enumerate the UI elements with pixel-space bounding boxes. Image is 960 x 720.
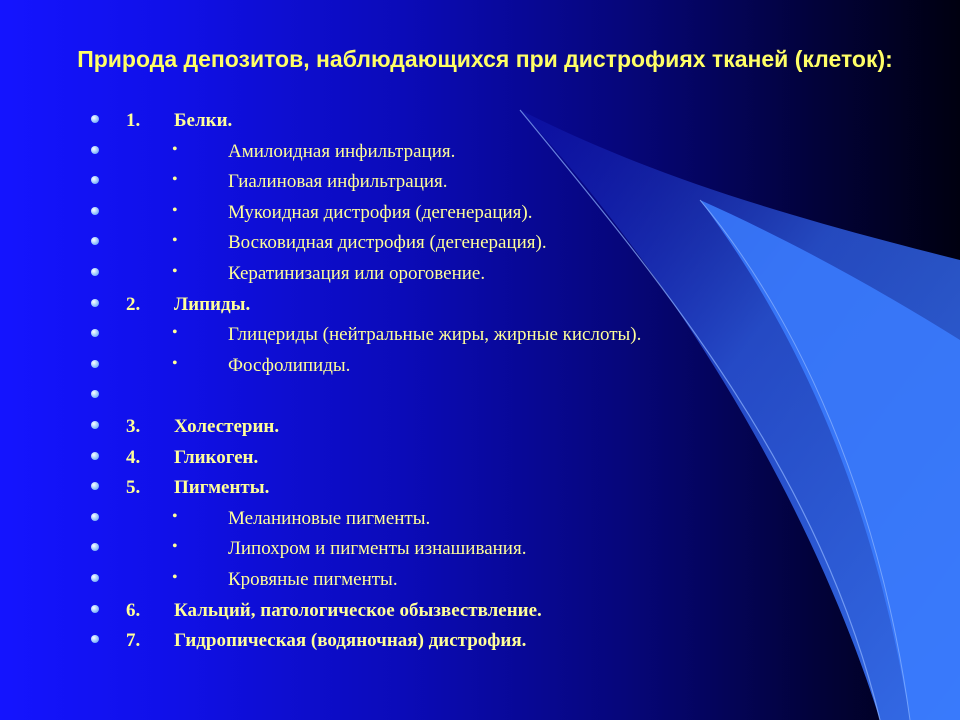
- bullet-icon: [91, 605, 99, 613]
- item-heading: Белки.: [174, 110, 233, 131]
- item-text: Мукоидная дистрофия (дегенерация).: [228, 201, 533, 223]
- list-item: [88, 414, 888, 445]
- list-item: [88, 139, 888, 170]
- bullet-icon: [91, 268, 99, 276]
- item-text: Кератинизация или ороговение.: [228, 262, 486, 284]
- item-text: Кровяные пигменты.: [228, 568, 398, 590]
- item-number: 1.: [126, 110, 141, 131]
- list-item: [88, 353, 888, 384]
- item-number: 2.: [126, 293, 141, 315]
- list-item: [88, 261, 888, 292]
- sub-bullet-icon: •: [172, 354, 178, 372]
- sub-bullet-icon: •: [172, 201, 178, 219]
- list-item: [88, 292, 888, 323]
- bullet-icon: [91, 237, 99, 245]
- list-item: [88, 506, 888, 537]
- bullet-icon: [91, 574, 99, 582]
- item-heading: Липиды.: [174, 293, 251, 315]
- sub-bullet-icon: •: [172, 568, 178, 586]
- bullet-icon: [91, 115, 99, 123]
- item-text: Глицериды (нейтральные жиры, жирные кислоты).: [228, 324, 642, 346]
- list-item: [88, 169, 888, 200]
- list-item: [88, 230, 888, 261]
- item-number: 7.: [126, 630, 141, 652]
- bullet-icon: [91, 452, 99, 460]
- item-text: Меланиновые пигменты.: [228, 507, 431, 529]
- list-item: [88, 200, 888, 231]
- deposit-list: [88, 108, 888, 659]
- list-item: [88, 108, 888, 139]
- sub-bullet-icon: •: [172, 262, 178, 280]
- item-heading: Холестерин.: [174, 415, 280, 437]
- item-heading: Гидропическая (водяночная) дистрофия.: [174, 630, 527, 652]
- bullet-icon: [91, 360, 99, 368]
- item-heading: Пигменты.: [174, 477, 270, 499]
- bullet-icon: [91, 146, 99, 154]
- list-item: [88, 628, 888, 659]
- list-item: [88, 536, 888, 567]
- item-number: 4.: [126, 446, 141, 468]
- item-heading: Кальций, патологическое обызвествление.: [174, 599, 542, 621]
- bullet-icon: [91, 421, 99, 429]
- list-item: [88, 445, 888, 476]
- list-item: [88, 322, 888, 353]
- slide-title: Природа депозитов, наблюдающихся при дистрофиях тканей (клеток):: [77, 46, 893, 72]
- item-number: 6.: [126, 599, 141, 621]
- bullet-icon: [91, 482, 99, 490]
- bullet-icon: [91, 513, 99, 521]
- bullet-icon: [91, 299, 99, 307]
- item-number: 5.: [126, 477, 141, 499]
- list-item: [88, 475, 888, 506]
- item-text: Гиалиновая инфильтрация.: [228, 171, 448, 193]
- sub-bullet-icon: •: [172, 171, 178, 189]
- item-heading: Гликоген.: [174, 446, 259, 468]
- bullet-icon: [91, 543, 99, 551]
- sub-bullet-icon: •: [172, 507, 178, 525]
- bullet-icon: [91, 329, 99, 337]
- item-text: Липохром и пигменты изнашивания.: [228, 538, 527, 560]
- sub-bullet-icon: •: [172, 324, 178, 342]
- bullet-icon: [91, 390, 99, 398]
- list-item: [88, 598, 888, 629]
- item-number: 3.: [126, 415, 141, 437]
- bullet-icon: [91, 635, 99, 643]
- item-text: Фосфолипиды.: [228, 354, 351, 376]
- bullet-icon: [91, 176, 99, 184]
- bullet-icon: [91, 207, 99, 215]
- item-text: Восковидная дистрофия (дегенерация).: [228, 232, 547, 254]
- item-text: Амилоидная инфильтрация.: [228, 140, 456, 162]
- list-item: [88, 567, 888, 598]
- sub-bullet-icon: •: [172, 140, 178, 158]
- sub-bullet-icon: •: [172, 232, 178, 250]
- list-item: [88, 383, 888, 414]
- sub-bullet-icon: •: [172, 538, 178, 556]
